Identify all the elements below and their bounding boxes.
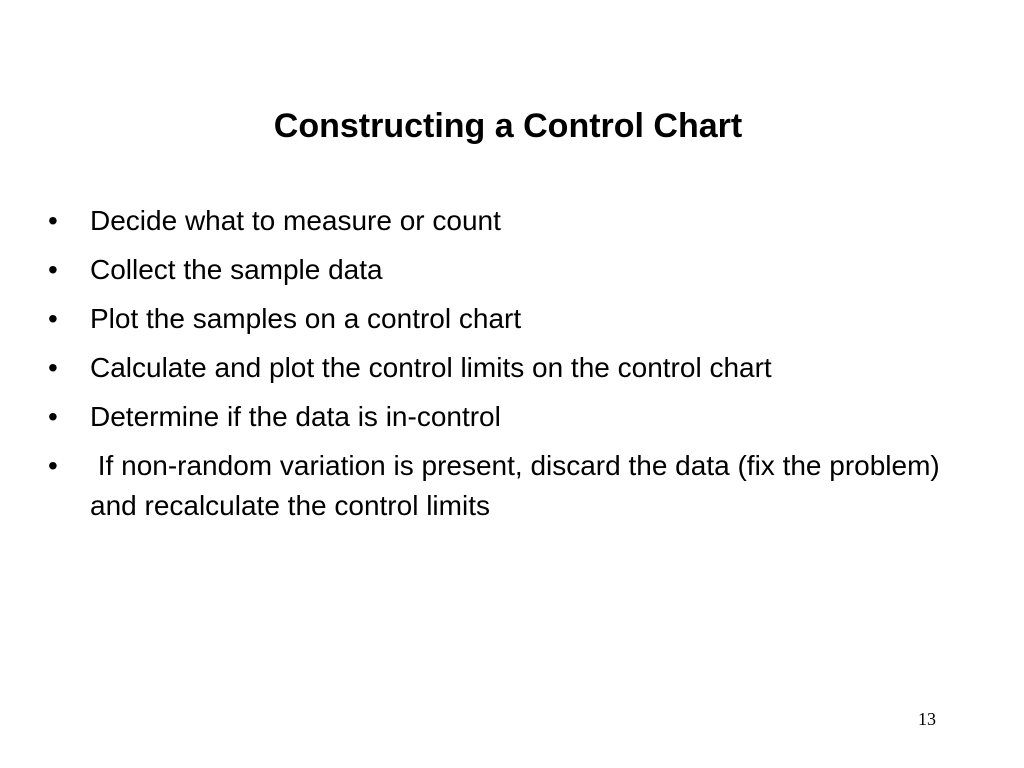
bullet-icon: •: [48, 401, 58, 432]
list-item: [48, 348, 948, 388]
slide-title: Constructing a Control Chart: [273, 107, 743, 145]
bullet-icon: •: [48, 205, 58, 236]
list-item: [48, 397, 948, 437]
list-item: [48, 201, 948, 241]
bullet-list: [48, 201, 948, 526]
bullet-icon: •: [48, 303, 58, 334]
slide-number: 13: [918, 709, 936, 729]
bullet-icon: •: [48, 352, 58, 383]
bullet-text: Plot the samples on a control chart: [90, 303, 522, 334]
list-item: [48, 446, 948, 526]
bullet-text: Decide what to measure or count: [90, 205, 501, 236]
bullet-icon: •: [48, 450, 58, 481]
bullet-text: If non-random variation is present, discard the data (fix the problem) and recalculate the control limits: [90, 450, 948, 521]
bullet-icon: •: [48, 254, 58, 285]
bullet-text: Determine if the data is in-control: [90, 401, 501, 432]
list-item: [48, 299, 948, 339]
list-item: [48, 250, 948, 290]
bullet-text: Collect the sample data: [90, 254, 383, 285]
bullet-text: Calculate and plot the control limits on the control chart: [90, 352, 772, 383]
